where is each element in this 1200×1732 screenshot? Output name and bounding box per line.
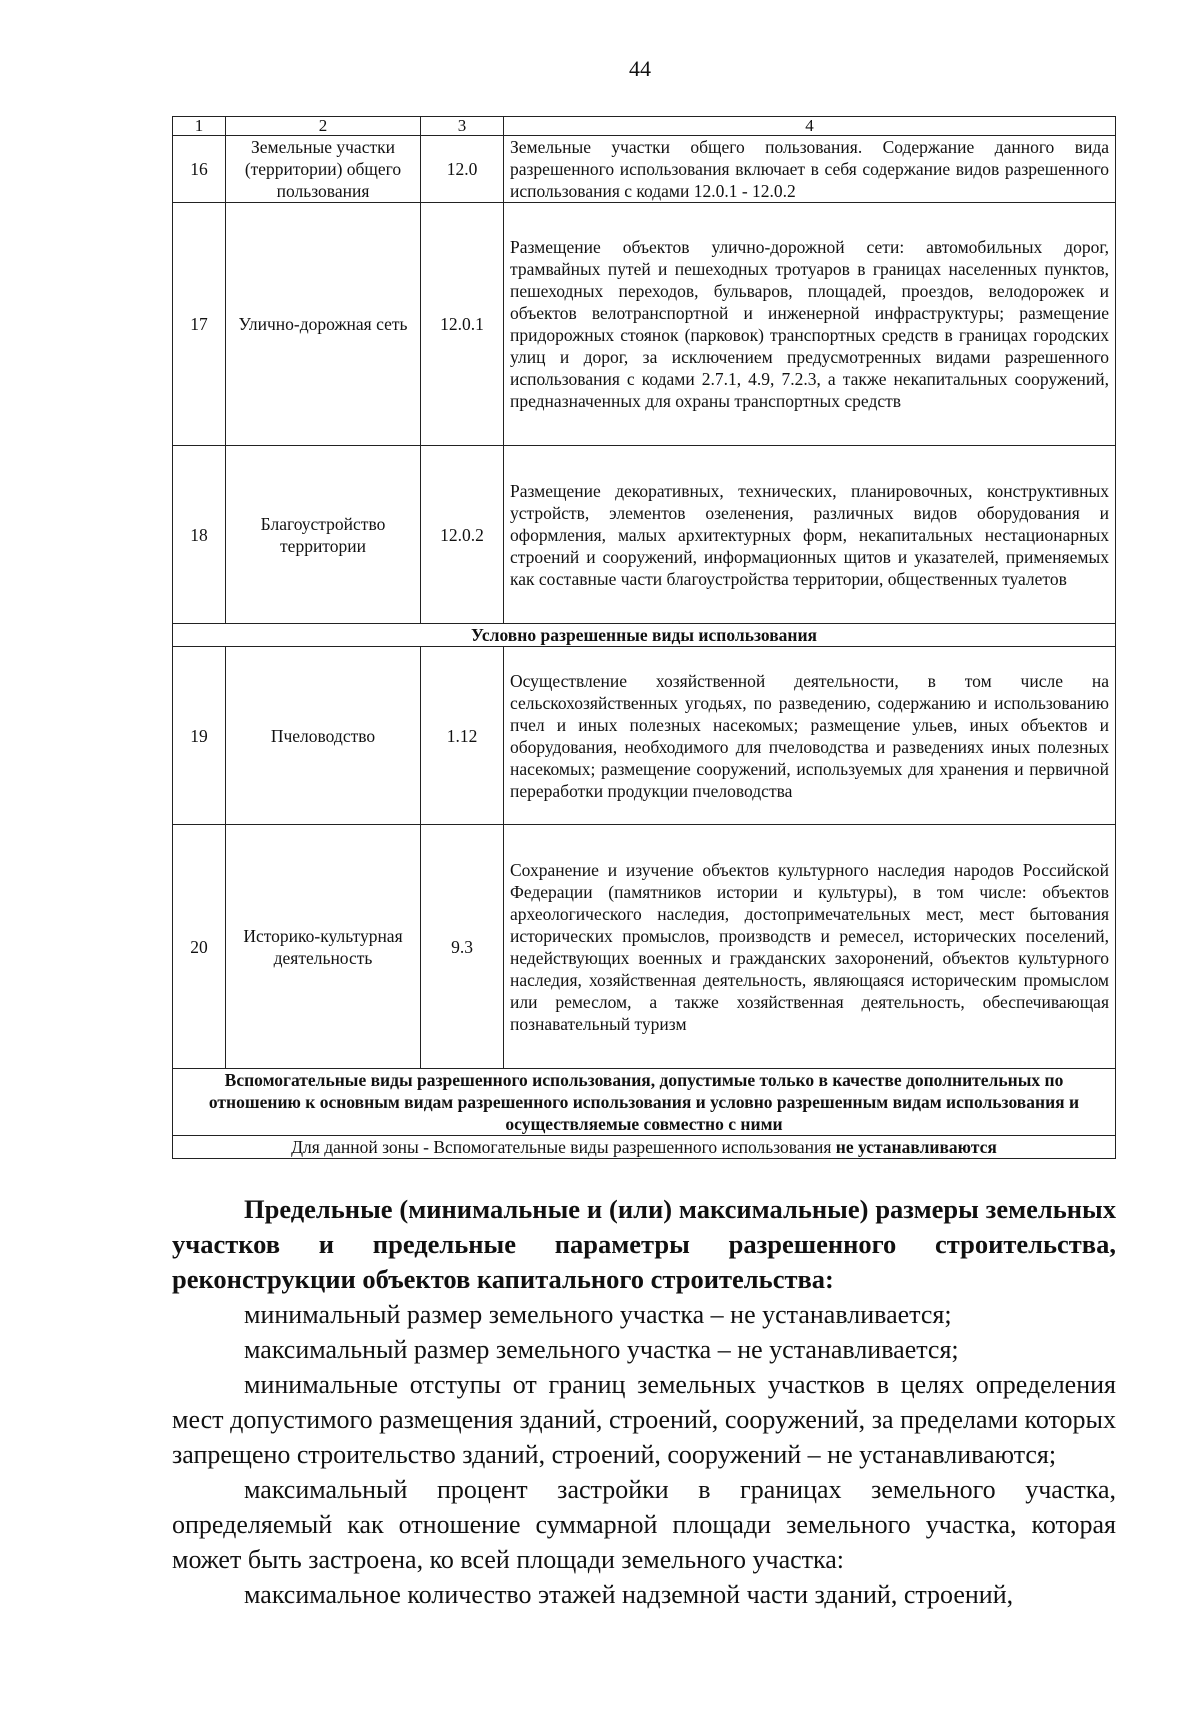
use-type-name: Улично-дорожная сеть	[226, 203, 421, 446]
use-type-name: Историко-культурная деятельность	[226, 825, 421, 1069]
auxiliary-uses-title: Вспомогательные виды разрешенного использования, допустимые только в качестве дополнительных по отношению к основным видам разрешенного использования и условно разрешенным видам использования и осуществляемые совместно с ними	[173, 1069, 1116, 1136]
header-col-2: 2	[226, 117, 421, 136]
header-col-4: 4	[504, 117, 1116, 136]
use-type-description: Сохранение и изучение объектов культурного наследия народов Российской Федерации (памятников истории и культуры), в том числе: объектов археологического наследия, достопримечательных мест, мест бытования исторических промыслов, производств и ремесел, исторических поселений, недействующих военных и гражданских захоронений, объектов культурного наследия, хозяйственная деятельность, являющаяся историческим промыслом или ремеслом, а также хозяйственная деятельность, обеспечивающая познавательный туризм	[504, 825, 1116, 1069]
limits-section	[172, 1192, 1116, 1612]
row-number: 16	[173, 136, 226, 203]
section-row-conditional	[173, 624, 1116, 647]
row-number: 19	[173, 647, 226, 825]
use-type-description: Осуществление хозяйственной деятельности, в том числе на сельскохозяйственных угодьях, по разведению, содержанию и использованию пчел и иных полезных насекомых; размещение ульев, иных объектов и оборудования, необходимого для пчеловодства и разведениях иных полезных насекомых; размещение сооружений, используемых для хранения и первичной переработки продукции пчеловодства	[504, 647, 1116, 825]
use-type-name: Земельные участки (территории) общего пользования	[226, 136, 421, 203]
use-type-description: Земельные участки общего пользования. Содержание данного вида разрешенного использования включает в себя содержание видов разрешенного использования с кодами 12.0.1 - 12.0.2	[504, 136, 1116, 203]
use-type-code: 12.0.2	[421, 446, 504, 624]
land-use-table	[172, 116, 1116, 1159]
auxiliary-note-plain: Для данной зоны - Вспомогательные виды разрешенного использования	[291, 1137, 836, 1157]
row-number: 17	[173, 203, 226, 446]
header-col-3: 3	[421, 117, 504, 136]
use-type-code: 1.12	[421, 647, 504, 825]
row-number: 18	[173, 446, 226, 624]
use-type-description: Размещение декоративных, технических, планировочных, конструктивных устройств, элементов озеленения, различных видов оборудования и оформления, малых архитектурных форм, некапитальных нестационарных строений и сооружений, информационных щитов и указателей, применяемых как составные части благоустройства территории, общественных туалетов	[504, 446, 1116, 624]
section-heading: Предельные (минимальные и (или) максимальные) размеры земельных участков и предельные параметры разрешенного строительства, реконструкции объектов капитального строительства:	[172, 1194, 1116, 1294]
paragraph: максимальный процент застройки в границах земельного участка, определяемый как отношение суммарной площади земельного участка, которая может быть застроена, ко всей площади земельного участка:	[172, 1475, 1116, 1574]
header-col-1: 1	[173, 117, 226, 136]
paragraph: минимальный размер земельного участка – не устанавливается;	[244, 1300, 952, 1329]
conditional-uses-title: Условно разрешенные виды использования	[173, 624, 1116, 647]
paragraph: максимальный размер земельного участка – не устанавливается;	[244, 1335, 959, 1364]
page-number: 44	[629, 56, 651, 81]
use-type-code: 12.0.1	[421, 203, 504, 446]
row-number: 20	[173, 825, 226, 1069]
paragraph: минимальные отступы от границ земельных участков в целях определения мест допустимого размещения зданий, строений, сооружений, за пределами которых запрещено строительство зданий, строений, сооружений – не устанавливаются;	[172, 1370, 1116, 1469]
paragraph: максимальное количество этажей надземной части зданий, строений,	[244, 1580, 1014, 1609]
use-type-description: Размещение объектов улично-дорожной сети: автомобильных дорог, трамвайных путей и пешеходных тротуаров в границах населенных пунктов, пешеходных переходов, бульваров, площадей, проездов, велодорожек и объектов велотранспортной и инженерной инфраструктуры; размещение придорожных стоянок (парковок) транспортных средств в границах городских улиц и дорог, за исключением предусмотренных видами разрешенного использования с кодами 2.7.1, 4.9, 7.2.3, а также некапитальных сооружений, предназначенных для охраны транспортных средств	[504, 203, 1116, 446]
table-row	[173, 203, 1116, 446]
auxiliary-note-bold: не устанавливаются	[835, 1137, 997, 1157]
section-row-auxiliary	[173, 1069, 1116, 1136]
table-row	[173, 136, 1116, 203]
use-type-code: 9.3	[421, 825, 504, 1069]
use-type-name: Благоустройство территории	[226, 446, 421, 624]
auxiliary-note	[173, 1136, 1116, 1159]
use-type-code: 12.0	[421, 136, 504, 203]
table-row	[173, 647, 1116, 825]
table-header-row	[173, 117, 1116, 136]
use-type-name: Пчеловодство	[226, 647, 421, 825]
auxiliary-note-row	[173, 1136, 1116, 1159]
table-row	[173, 446, 1116, 624]
table-row	[173, 825, 1116, 1069]
